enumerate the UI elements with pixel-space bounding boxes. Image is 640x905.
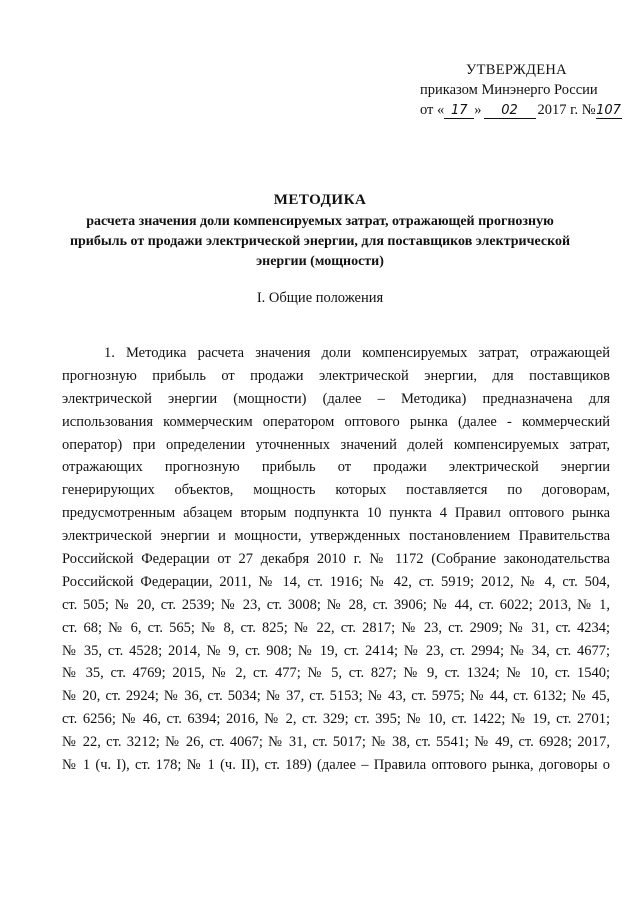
approval-date-line (420, 100, 630, 120)
paragraph-line: генерирующих объектов, мощность которых поставляется по договорам, (62, 482, 610, 499)
paragraph-line: № 35, ст. 4769; 2015, № 2, ст. 477; № 5, ст. 827; № 9, ст. 1324; № 10, ст. 1540; (62, 665, 610, 682)
paragraph-line: использования коммерческим оператором оптового рынка (далее - коммерческий (62, 413, 610, 430)
paragraph-line: ст. 505; № 20, ст. 2539; № 23, ст. 3008; № 28, ст. 3906; № 44, ст. 6022; 2013, № 1, (62, 596, 610, 613)
date-mid: » (474, 102, 482, 118)
handwritten-month: 02 (484, 104, 536, 119)
paragraph-line: отражающих прогнозную прибыль от продажи электрической энергии (62, 459, 610, 476)
paragraph-line: прогнозную прибыль от продажи электрической энергии, для поставщиков (62, 367, 610, 384)
paragraph-line: оператор) при определении уточненных значений долей компенсируемых затрат, (62, 436, 610, 453)
subtitle-line: энергии (мощности) (256, 254, 384, 269)
subtitle-line: прибыль от продажи электрической энергии, для поставщиков электрической (69, 234, 571, 249)
document-title: МЕТОДИКА (273, 192, 367, 208)
handwritten-day: 17 (444, 104, 474, 119)
approval-stamp (420, 60, 630, 120)
approval-heading: УТВЕРЖДЕНА (466, 62, 567, 78)
paragraph-line: электрической энергии (мощности) (далее – Методика) предназначена для (62, 390, 610, 407)
section-heading: I. Общие положения (256, 290, 384, 306)
paragraph-line: электрической энергии и мощности, утвержденных постановлением Правительства (62, 528, 610, 545)
paragraph-line: ст. 68; № 6, ст. 565; № 8, ст. 825; № 22, ст. 2817; № 23, ст. 2909; № 31, ст. 4234; (62, 619, 610, 636)
paragraph-line: Российской Федерации от 27 декабря 2010 г. № 1172 (Собрание законодательства (62, 551, 610, 568)
paragraph-1 (62, 342, 610, 777)
paragraph-line: № 22, ст. 3212; № 26, ст. 4067; № 31, ст. 5017; № 38, ст. 5541; № 49, ст. 6928; 2017, (62, 734, 610, 751)
paragraph-line: № 1 (ч. I), ст. 178; № 1 (ч. II), ст. 189) (далее – Правила оптового рынка, договоры о (62, 757, 610, 774)
document-subtitle (40, 212, 600, 272)
paragraph-line: 1. Методика расчета значения доли компенсируемых затрат, отражающей (104, 345, 610, 361)
paragraph-line: ст. 6256; № 46, ст. 6394; 2016, № 2, ст. 329; ст. 395; № 10, ст. 1422; № 19, ст. 2701; (62, 711, 610, 728)
date-prefix: от « (420, 102, 445, 118)
paragraph-line: Российской Федерации, 2011, № 14, ст. 1916; № 42, ст. 5919; 2012, № 4, ст. 504, (62, 573, 610, 590)
subtitle-line: расчета значения доли компенсируемых затрат, отражающей прогнозную (86, 214, 554, 229)
paragraph-line: № 20, ст. 2924; № 36, ст. 5034; № 37, ст. 5153; № 43, ст. 5975; № 44, ст. 6132; № 45, (62, 688, 610, 705)
date-year: 2017 г. № (537, 102, 596, 118)
paragraph-line: № 35, ст. 4528; 2014, № 9, ст. 908; № 19, ст. 2414; № 23, ст. 2994; № 34, ст. 4677; (62, 642, 610, 659)
handwritten-order-number: 107 (596, 103, 621, 118)
approval-order-line: приказом Минэнерго России (420, 82, 598, 98)
paragraph-line: предусмотренным абзацем вторым подпункта 10 пункта 4 Правил оптового рынка (62, 505, 610, 522)
